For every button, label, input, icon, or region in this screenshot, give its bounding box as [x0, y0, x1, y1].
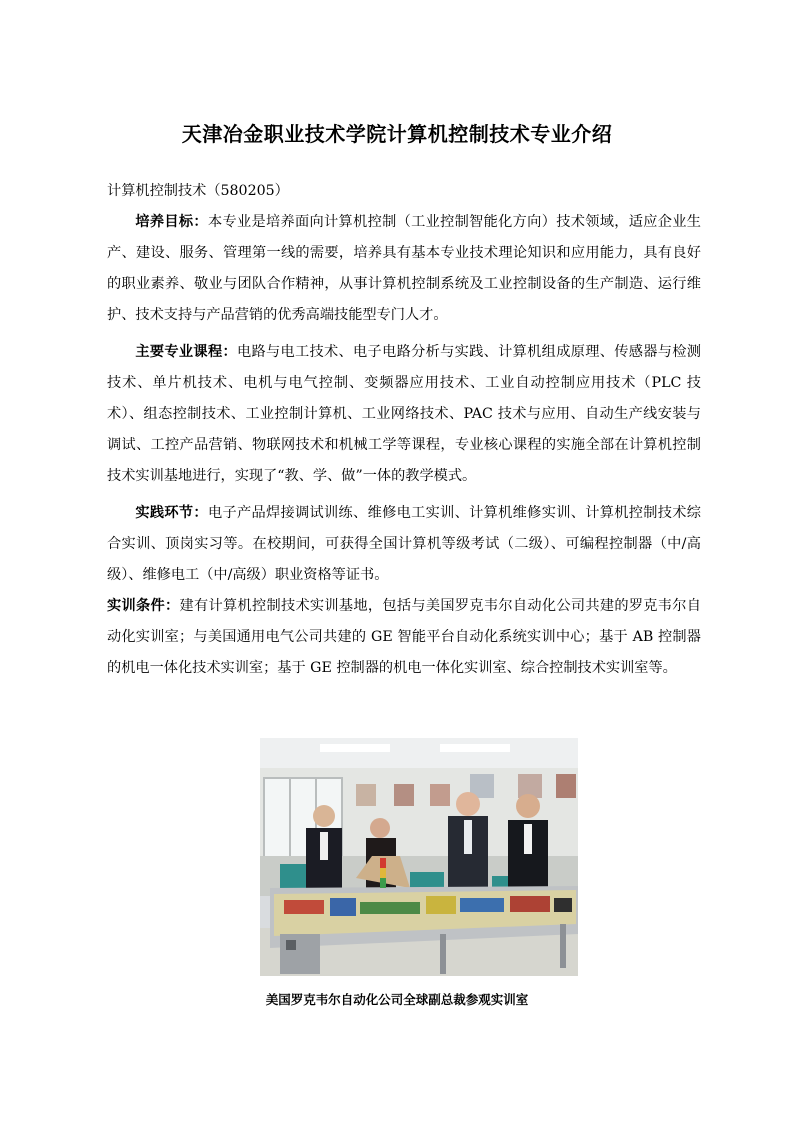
- section-text: 本专业是培养面向计算机控制（工业控制智能化方向）技术领域，适应企业生产、建设、服务、管理第一线的需要，培养具有基本专业技术理论知识和应用能力，具有良好的职业素养、敬业与团队合作精神，从事计算机控制系统及工业控制设备的生产制造、运行维护、技术支持与产品营销的优秀高端技能型专门人才。: [107, 214, 701, 323]
- section-text: 电路与电工技术、电子电路分析与实践、计算机组成原理、传感器与检测技术、单片机技术、电机与电气控制、变频器应用技术、工业自动控制应用技术（PLC 技术）、组态控制技术、工业控制计算机、工业网络技术、PAC 技术与应用、自动生产线安装与调试、工控产品营销、物联网技术和机械工学等课程，专业核心课程的实施全部在计算机控制技术实训基地进行，实现了“教、学、做”一体的教学模式。: [107, 344, 701, 484]
- section-label: 实践环节：: [135, 505, 208, 521]
- lab-photo-illustration: [260, 738, 578, 976]
- section-text: 建有计算机控制技术实训基地，包括与美国罗克韦尔自动化公司共建的罗克韦尔自动化实训室；与美国通用电气公司共建的 GE 智能平台自动化系统实训中心；基于 AB 控制器的机电一体化技术实训室；基于 GE 控制器的机电一体化实训室、综合控制技术实训室等。: [107, 598, 701, 676]
- photo-caption: 美国罗克韦尔自动化公司全球副总裁参观实训室: [265, 992, 529, 1007]
- section-text: 电子产品焊接调试训练、维修电工实训、计算机维修实训、计算机控制技术综合实训、顶岗实习等。在校期间，可获得全国计算机等级考试（二级）、可编程控制器（中/高级）、维修电工（中/高级）职业资格等证书。: [107, 505, 701, 583]
- section-main-courses: [107, 337, 701, 492]
- section-label: 主要专业课程：: [135, 344, 237, 360]
- major-line: 计算机控制技术（580205）: [107, 183, 289, 199]
- section-label: 实训条件：: [107, 598, 180, 614]
- section-training-goal: [107, 207, 701, 331]
- lab-visit-photo: [260, 738, 578, 976]
- page-title: 天津冶金职业技术学院计算机控制技术专业介绍: [181, 122, 613, 146]
- section-label: 培养目标：: [135, 214, 208, 230]
- section-practice: [107, 498, 701, 591]
- document-body: [107, 176, 701, 684]
- section-training-conditions: [107, 591, 701, 684]
